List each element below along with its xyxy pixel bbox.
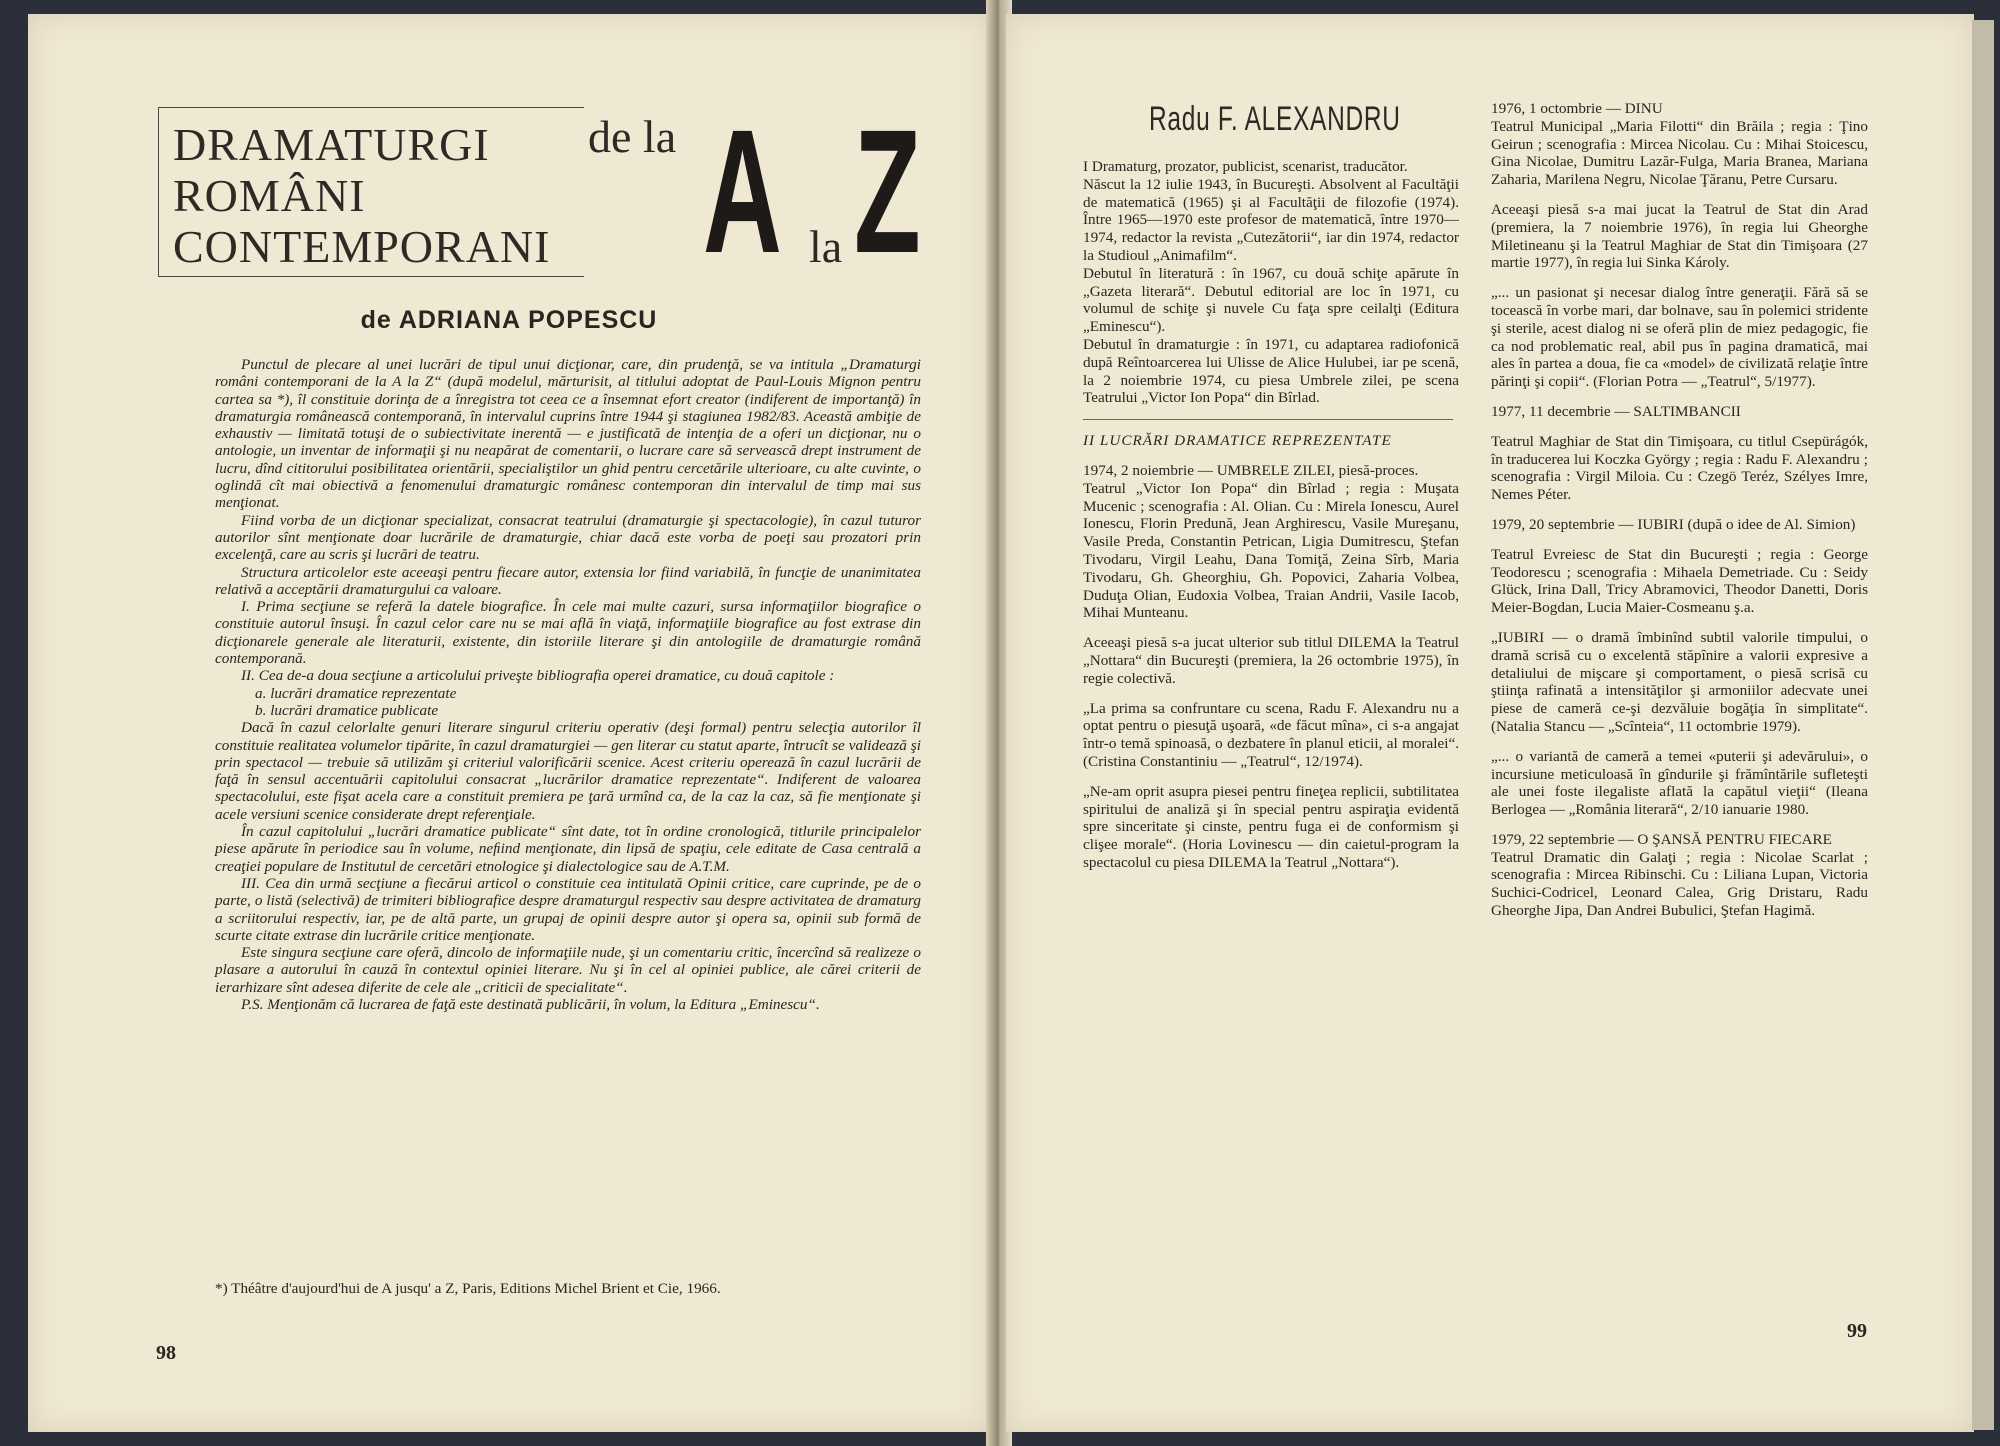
entry-paragraph: Teatrul Dramatic din Galaţi ; regia : Nicolae Scarlat ; scenografia : Mircea Ribinschi. Cu : Liliana Lupan, Victoria Suchici-Codricel, Leonard Calea, Grig Dristaru, Radu Gheorghe Jipa, Dan Andrei Bubulici, Ştefan Hagimă. bbox=[1491, 848, 1868, 920]
intro-paragraph: Este singura secţiune care oferă, dincolo de informaţiile nude, şi un comentariu critic, încercînd să realizeze o plasare a autorului în cauză în contextul opiniei literare. Nu şi în cel al opiniei publice, ale cărei criterii de ierarhizare sînt adesea diferite de cele ale „criticii de specialitate“. bbox=[215, 944, 921, 996]
title-line-2: ROMÂNI bbox=[173, 170, 366, 221]
intro-paragraph: II. Cea de-a doua secţiune a articolului priveşte bibliografia operei dramatice, cu două capitole : bbox=[241, 667, 835, 685]
entry-paragraph: „IUBIRI — o dramă îmbinînd subtil valorile timpului, o dramă scrisă cu o excelentă stăpînire a valorii expresive a detaliului de mişcare şi comportament, o piesă scrisă cu ştiinţa rafinată a intensităţilor şi armoniilor adecvate unei piese de cameră ce-şi dezvăluie bogăţia în simplitate“. (Natalia Stancu — „Scînteia“, 11 octombrie 1979). bbox=[1491, 628, 1868, 735]
intro-paragraph: P.S. Menţionăm că lucrarea de faţă este destinată publicării, în volum, la Editura „Eminescu“. bbox=[241, 995, 820, 1013]
section-heading: II LUCRĂRI DRAMATICE REPREZENTATE bbox=[1083, 432, 1392, 450]
entry-paragraph: Debutul în dramaturgie : în 1971, cu adaptarea radiofonică după Reîntoarcerea lui Ulisse de Alice Hulubei, iar pe scenă, la 2 noiembrie 1974, cu piesa Umbrele zilei, pe scena Teatrului „Victor Ion Popa“ din Bîrlad. bbox=[1083, 335, 1459, 407]
entry-paragraph: Aceeaşi piesă s-a jucat ulterior sub titlul DILEMA la Teatrul „Nottara“ din Bucureşti (premiera, la 26 octombrie 1975), în regie colectivă. bbox=[1083, 634, 1459, 687]
title-de-la: de la bbox=[588, 111, 677, 162]
right-page bbox=[1006, 14, 1974, 1432]
title-box bbox=[158, 107, 584, 277]
entry-paragraph: „... un pasionat şi necesar dialog între generaţii. Fără să se tocească în vorbe mari, dar bolnave, sau în polemici stridente şi sterile, acest dialog ni se oferă plin de miez pedagogic, fie ca nod problematic real, abil pus în pagina dramatică, mai ales în partea a doua, fie ca «model» de civilizată relaţie între părinţi şi copii“. (Florian Potra — „Teatrul“, 5/1977). bbox=[1491, 284, 1868, 391]
entry-paragraph: Aceeaşi piesă s-a mai jucat la Teatrul de Stat din Arad (premiera, la 7 noiembrie 1976), în regia lui Gheorghe Miletineanu şi la Teatrul Maghiar de Stat din Timişoara (27 martie 1977), în regia lui Sinka Károly. bbox=[1491, 200, 1868, 272]
intro-paragraph: III. Cea din urmă secţiune a fiecărui articol o constituie cea intitulată Opinii critice, care cuprinde, pe de o parte, o listă (selectivă) de trimiteri bibliografice despre dramaturgul respectiv sau despre activitatea de dramaturg a scriitorului respectiv, iar, pe de altă parte, un grupaj de opinii despre autor şi opera sa, opinii sub formă de scurte citate extrase din lucrările critice menţionate. bbox=[215, 874, 921, 944]
page-number-right: 99 bbox=[1847, 1320, 1867, 1342]
page-number-left: 98 bbox=[156, 1342, 176, 1364]
entry-paragraph: I Dramaturg, prozator, publicist, scenarist, traducător. bbox=[1083, 158, 1408, 175]
title-la: la bbox=[809, 221, 843, 272]
intro-paragraph: b. lucrări dramatice publicate bbox=[255, 701, 439, 719]
intro-paragraph: a. lucrări dramatice reprezentate bbox=[255, 684, 457, 702]
intro-paragraph: În cazul capitolului „lucrări dramatice publicate“ sînt date, tot în ordine cronologică, titlurile principalelor piese apărute în periodice sau în volume, neﬁind menţionate, din lipsă de spaţiu, cele editate de Casa centrală a creaţiei populare de Institutul de cercetări etnologice şi dialectologice sau de A.T.M. bbox=[215, 823, 921, 875]
entry-paragraph: „La prima sa confruntare cu scena, Radu F. Alexandru nu a optat pentru o piesuţă uşoară, «de făcut mîna», ci s-a angajat într-o temă spinoasă, o dezbatere în planul eticii, al moralei“. (Cristina Constantiniu — „Teatrul“, 12/1974). bbox=[1083, 699, 1459, 770]
title-big-a: A bbox=[703, 94, 782, 290]
entry-paragraph: Teatrul Municipal „Maria Filotti“ din Brăila ; regia : Ţino Geirun ; scenografia : Mircea Nicolau. Cu : Mihai Stoicescu, Gina Nicolae, Dumitru Lazăr-Fulga, Maria Branea, Mariana Zaharia, Marilena Negru, Nicolae Ţăranu, Petre Cursaru. bbox=[1491, 117, 1868, 189]
intro-paragraph: Dacă în cazul celorlalte genuri literare singurul criteriu operativ (deşi formal) pentru selecţia autorilor îl constituie realitatea volumelor tipărite, în cazul dramaturgiei — gen literar cu statut aparte, întrucît se validează şi prin spectacol — trebuie să utilizăm şi criteriul valorificării scenice. Acest criteriu operează în cazul lucrării de faţă în sensul accentuării capitolului consacrat „lucrărilor dramatice reprezentate“. Indiferent de valoarea spectacolului, este fişat acela care a constituit premiera pe ţară urmînd ca, de la caz la caz, să fie menţionate şi acele versiuni scenice considerate drept referenţiale. bbox=[215, 719, 921, 823]
right-column-1 bbox=[1083, 158, 1459, 884]
entry-paragraph: Teatrul „Victor Ion Popa“ din Bîrlad ; regia : Muşata Mucenic ; scenografia : Al. Olian. Cu : Mirela Ionescu, Aurel Ionescu, Florin Predună, Jean Arghirescu, Vasile Mureşanu, Vasile Preda, Constantin Petrican, Ligia Dumitrescu, Ştefan Tivodaru, Virgil Leahu, Dana Tomiţă, Zeina Sîrb, Maria Tivodaru, Gh. Gheorghiu, Gh. Popovici, Zaharia Volbea, Duduţa Olian, Eudoxia Volbea, Traian Andrii, Vasile Iacob, Mihai Munteanu. bbox=[1083, 479, 1459, 622]
footnote bbox=[215, 1280, 921, 1298]
byline: de ADRIANA POPESCU bbox=[360, 306, 658, 334]
title-big-z: Z bbox=[854, 94, 921, 290]
entry-paragraph: 1979, 20 septembrie — IUBIRI (după o idee de Al. Simion) bbox=[1491, 515, 1856, 533]
entry-paragraph: Născut la 12 iulie 1943, în Bucureşti. Absolvent al Facultăţii de matematică (1965) şi al Facultăţii de filozofie (1974). Între 1965—1970 este profesor de matematică, între 1970—1974, redactor la revista „Cutezătorii“, iar din 1974, redactor la Studioul „Animafilm“. bbox=[1083, 175, 1459, 264]
book-spread bbox=[6, 0, 1994, 1446]
title-line-3: CONTEMPORANI bbox=[173, 221, 551, 272]
right-column-2 bbox=[1491, 100, 1868, 932]
entry-paragraph: Teatrul Maghiar de Stat din Timişoara, cu titlul Csepürágók, în traducerea lui Koczka György ; regia : Radu F. Alexandru ; scenografia : Virgil Miloia. Cu : Czegö Teréz, Szélyes Imre, Nemes Péter. bbox=[1491, 432, 1868, 504]
book-cover-edge bbox=[1972, 20, 1994, 1430]
intro-paragraph: Structura articolelor este aceeaşi pentru fiecare autor, extensia lor fiind variabilă, în funcţie de unanimitatea relativă a acceptării dramaturgului ca valoare. bbox=[215, 563, 921, 598]
left-page bbox=[28, 14, 990, 1432]
author-heading: Radu F. ALEXANDRU bbox=[1149, 100, 1401, 138]
entry-paragraph: Teatrul Evreiesc de Stat din Bucureşti ; regia : George Teodorescu ; scenografia : Mihaela Demetriade. Cu : Seidy Glück, Irina Dall, Tricy Abramovici, Theodor Danetti, Doris Meier-Bogdan, Lucia Maier-Cosmeanu ş.a. bbox=[1491, 545, 1868, 617]
intro-text bbox=[215, 356, 921, 1013]
section-divider bbox=[1083, 419, 1453, 420]
entry-paragraph: 1974, 2 noiembrie — UMBRELE ZILEI, piesă-proces. bbox=[1083, 461, 1419, 479]
intro-paragraph: Fiind vorba de un dicţionar specializat, consacrat teatrului (dramaturgie şi spectacologie), în cazul tuturor autorilor sînt menţionate doar lucrările de dramaturgie, chiar dacă este vorba de poeţi sau prozatori prin excelenţă, care au scris şi lucrări de teatru. bbox=[215, 511, 921, 564]
entry-paragraph: Debutul în literatură : în 1967, cu două schiţe apărute în „Gazeta literară“. Debutul editorial are loc în 1971, cu volumul de schiţe şi nuvele Cu faţa spre ceilalţi (Editura „Eminescu“). bbox=[1083, 264, 1459, 336]
intro-paragraph: Punctul de plecare al unei lucrări de tipul unui dicţionar, care, din prudenţă, se va intitula „Dramaturgi români contemporani de la A la Z“ (după modelul, mărturisit, al titlului adoptat de Paul-Louis Mignon pentru cartea sa *), îl constituie dorinţa de a înregistra tot ceea ce a însemnat efort creator (indiferent de importanţă) în dramaturgia românească contemporană, în intervalul cuprins între 1944 şi stagiunea 1982/83. Această ambiţie de exhaustiv — limitată totuşi de o subiectivitate inerentă — e justificată de intenţia de a oferi un dicţionar, nu o antologie, un inventar de informaţii şi nu neapărat de comentarii, o lucrare care să servească drept instrument de lucru, dînd cititorului posibilitatea orientării, specialiştilor un ghid pentru cercetările ulterioare, cu alte cuvinte, o oglindă cît mai obiectivă a fenomenului dramaturgic românesc contemporan din intervalul de timp mai sus menţionat. bbox=[215, 356, 921, 512]
intro-paragraph: I. Prima secţiune se referă la datele biografice. În cele mai multe cazuri, sursa informaţiilor biografice o constituie autorul însuşi. În cazul celor care nu se mai află în viaţă, informaţiile biografice au fost extrase din dicţionarele generale ale literaturii, existente, din istoriile literare şi din antologiile de dramaturgie română contemporană. bbox=[215, 598, 921, 668]
entry-paragraph: „... o variantă de cameră a temei «puterii şi adevărului», o incursiune meticuloasă în gîndurile şi frămîntările sufleteşti ale unei foste ilegaliste aflată la capătul vieţii“ (Ileana Berlogea — „România literară“, 2/10 ianuarie 1980. bbox=[1491, 747, 1868, 819]
footnote-text: *) Théâtre d'aujourd'hui de A jusqu' a Z, Paris, Editions Michel Brient et Cie, 1966. bbox=[215, 1280, 721, 1297]
entry-paragraph: „Ne-am oprit asupra piesei pentru fineţea replicii, subtilitatea spiritului de analiză şi în special pentru aspiraţia evidentă spre sinceritate şi cinste, pentru fuga ei de conformism şi clişee morale“. (Horia Lovinescu — din caietul-program la spectacolul cu piesa DILEMA la Teatrul „Nottara“). bbox=[1083, 782, 1459, 871]
entry-paragraph: 1979, 22 septembrie — O ŞANSĂ PENTRU FIECARE bbox=[1491, 830, 1832, 848]
entry-paragraph: 1977, 11 decembrie — SALTIMBANCII bbox=[1491, 402, 1741, 420]
entry-paragraph: 1976, 1 octombrie — DINU bbox=[1491, 100, 1663, 117]
title-line-1: DRAMATURGI bbox=[173, 119, 490, 170]
